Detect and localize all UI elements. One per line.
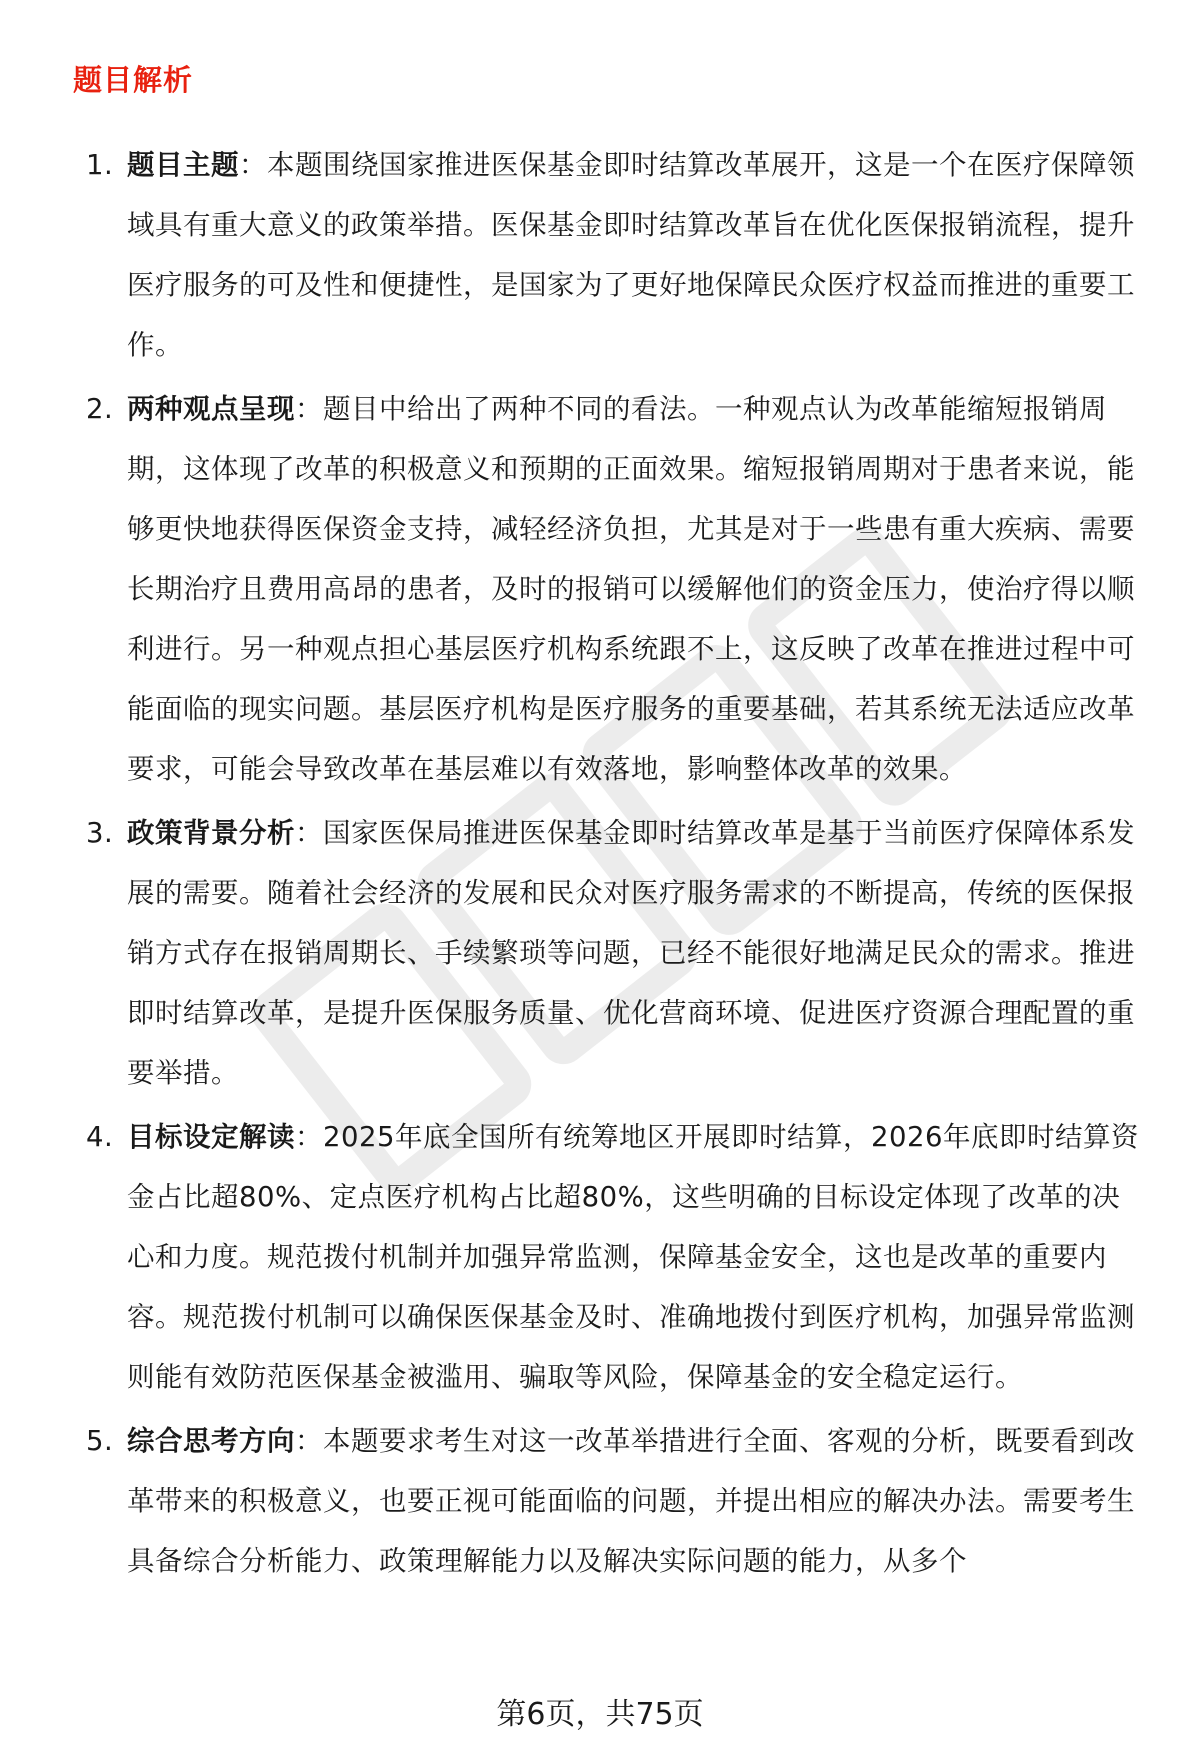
list-item	[0, 379, 1200, 799]
item-text: 国家医保局推进医保基金即时结算改革是基于当前医疗保障体系发展的需要。随着社会经济的发展和民众对医疗服务需求的不断提高，传统的医保报销方式存在报销周期长、手续繁琐等问题，已经不能很好地满足民众的需求。推进即时结算改革，是提升医保服务质量、优化营商环境、促进医疗资源合理配置的重要举措。	[127, 817, 1135, 1089]
item-separator: ：	[239, 149, 267, 181]
item-text: 本题围绕国家推进医保基金即时结算改革展开，这是一个在医疗保障领域具有重大意义的政策举措。医保基金即时结算改革旨在优化医保报销流程，提升医疗服务的可及性和便捷性，是国家为了更好地保障民众医疗权益而推进的重要工作。	[127, 149, 1135, 361]
item-number: 3.	[86, 817, 114, 849]
analysis-list	[0, 135, 1200, 1595]
item-lead: 综合思考方向	[127, 1425, 295, 1457]
item-number: 1.	[86, 149, 114, 181]
item-lead: 题目主题	[127, 149, 239, 181]
item-text: 题目中给出了两种不同的看法。一种观点认为改革能缩短报销周期，这体现了改革的积极意义和预期的正面效果。缩短报销周期对于患者来说，能够更快地获得医保资金支持，减轻经济负担，尤其是对于一些患有重大疾病、需要长期治疗且费用高昂的患者，及时的报销可以缓解他们的资金压力，使治疗得以顺利进行。另一种观点担心基层医疗机构系统跟不上，这反映了改革在推进过程中可能面临的现实问题。基层医疗机构是医疗服务的重要基础，若其系统无法适应改革要求，可能会导致改革在基层难以有效落地，影响整体改革的效果。	[127, 393, 1135, 785]
item-lead: 目标设定解读	[127, 1121, 295, 1153]
item-separator: ：	[295, 393, 323, 425]
item-separator: ：	[295, 1425, 323, 1457]
list-item	[0, 803, 1200, 1103]
section-title: 题目解析	[73, 63, 194, 97]
item-lead: 政策背景分析	[127, 817, 295, 849]
page-number-footer: 第6页，共75页	[496, 1697, 704, 1732]
list-item	[0, 135, 1200, 375]
item-lead: 两种观点呈现	[127, 393, 295, 425]
item-separator: ：	[295, 1121, 323, 1153]
item-number: 5.	[86, 1425, 114, 1457]
item-number: 2.	[86, 393, 114, 425]
item-number: 4.	[86, 1121, 114, 1153]
item-separator: ：	[295, 817, 323, 849]
list-item	[0, 1411, 1200, 1591]
list-item	[0, 1107, 1200, 1407]
item-text: 本题要求考生对这一改革举措进行全面、客观的分析，既要看到改革带来的积极意义，也要正视可能面临的问题，并提出相应的解决办法。需要考生具备综合分析能力、政策理解能力以及解决实际问题的能力，从多个	[127, 1425, 1135, 1577]
item-text: 2025年底全国所有统筹地区开展即时结算，2026年底即时结算资金占比超80%、定点医疗机构占比超80%，这些明确的目标设定体现了改革的决心和力度。规范拨付机制并加强异常监测，保障基金安全，这也是改革的重要内容。规范拨付机制可以确保医保基金及时、准确地拨付到医疗机构，加强异常监测则能有效防范医保基金被滥用、骗取等风险，保障基金的安全稳定运行。	[127, 1121, 1139, 1393]
